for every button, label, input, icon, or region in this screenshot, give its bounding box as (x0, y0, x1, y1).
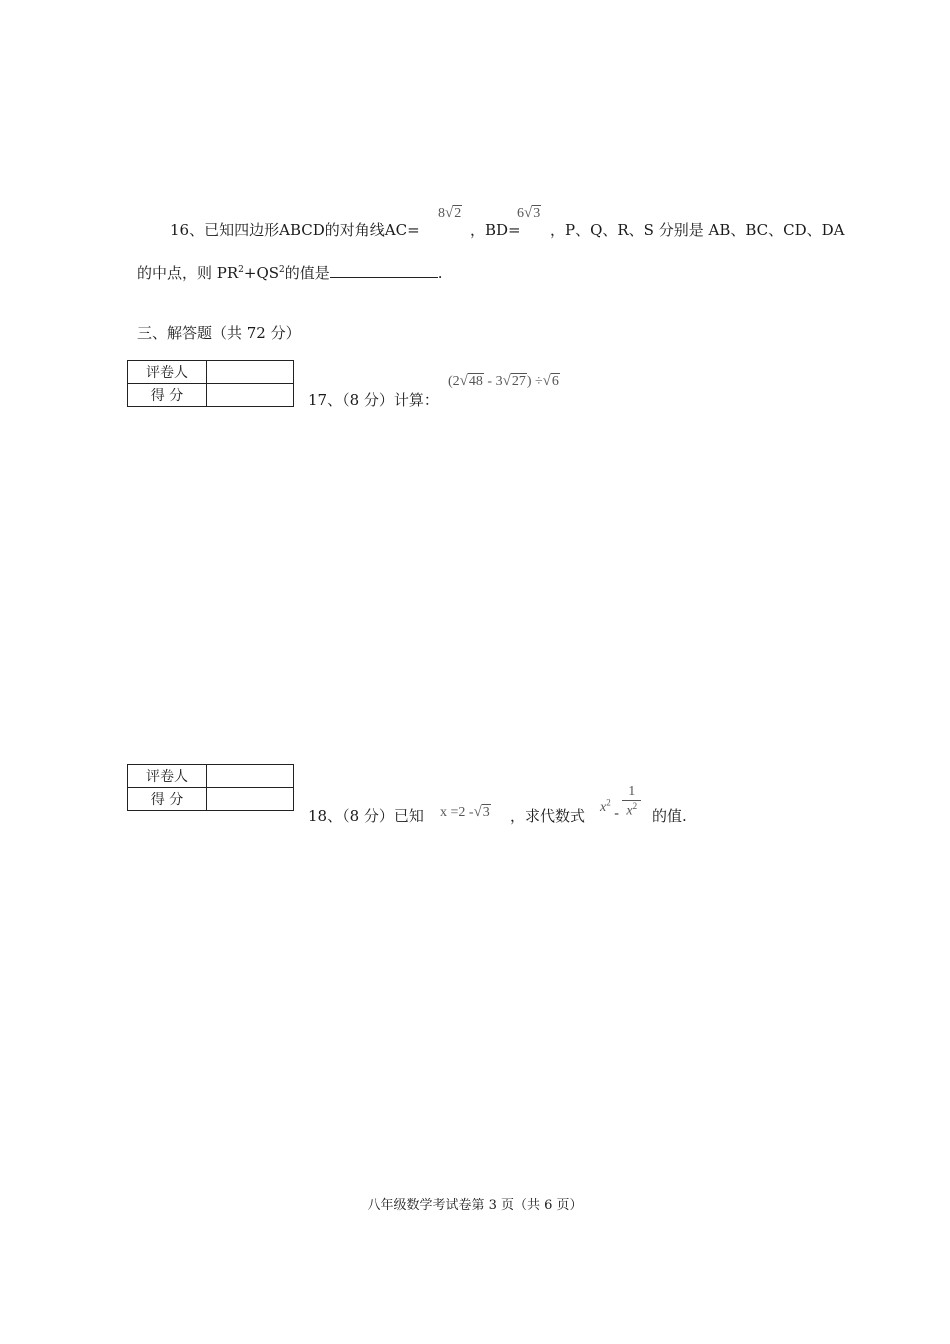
q16-text-c: ，P、Q、R、S 分别是 AB、BC、CD、DA (550, 221, 845, 239)
q17-label: 17、（8 分）计算： (308, 391, 439, 409)
sqrt-icon: √6 (542, 373, 559, 389)
q18-mid: ，求代数式 (510, 807, 586, 825)
q16-ac-label: AC= (384, 221, 420, 239)
q16-bd-value: 6√3 (517, 205, 541, 221)
q16-ac-value: 8√2 (438, 205, 462, 221)
score-field[interactable] (207, 788, 294, 811)
q16-text-b: 的对角线 (324, 221, 385, 239)
q18-label: 18、（8 分）已知 (308, 807, 424, 825)
score-table-q18 (127, 764, 294, 811)
grader-label: 评卷人 (128, 765, 207, 788)
score-table-q17 (127, 360, 294, 407)
score-label: 得 分 (128, 384, 207, 407)
fraction: $\frac{1}{x^2}$ (622, 784, 641, 820)
q16-bd-label: ，BD= (470, 221, 521, 239)
score-label: 得 分 (128, 788, 207, 811)
q18-x-value: x =2 -√3 (440, 804, 490, 820)
grader-field[interactable] (207, 361, 294, 384)
q16-line2: 的中点，则 $PR^2+QS^2$的值是 . (137, 264, 443, 282)
q16-line1 (170, 219, 420, 240)
answer-blank[interactable] (330, 263, 438, 278)
sqrt-icon: √27 (502, 373, 526, 389)
sqrt-icon: √3 (524, 205, 541, 221)
sqrt-icon: √48 (459, 373, 483, 389)
page-footer: 八年级数学考试卷第 3 页（共 6 页） (367, 1198, 583, 1213)
score-field[interactable] (207, 384, 294, 407)
q18-end: 的值. (652, 807, 687, 825)
q18-expression: $x^2$ - $\frac{1}{x^2}$ (600, 784, 641, 820)
sqrt-icon: √2 (445, 205, 462, 221)
q16-number: 16、 (170, 221, 205, 239)
grader-field[interactable] (207, 765, 294, 788)
q17-expression: (2√48 - 3√27) ÷√6 (448, 373, 559, 389)
q16-bd-radicand: 3 (533, 206, 541, 221)
sqrt-icon: √3 (473, 804, 490, 820)
q16-ac-radicand: 2 (454, 206, 462, 221)
section3-title: 三、解答题（共 72 分） (137, 324, 301, 342)
q16-abcd: ABCD (279, 221, 325, 239)
grader-label: 评卷人 (128, 361, 207, 384)
q16-text-a: 已知四边形 (204, 221, 280, 239)
